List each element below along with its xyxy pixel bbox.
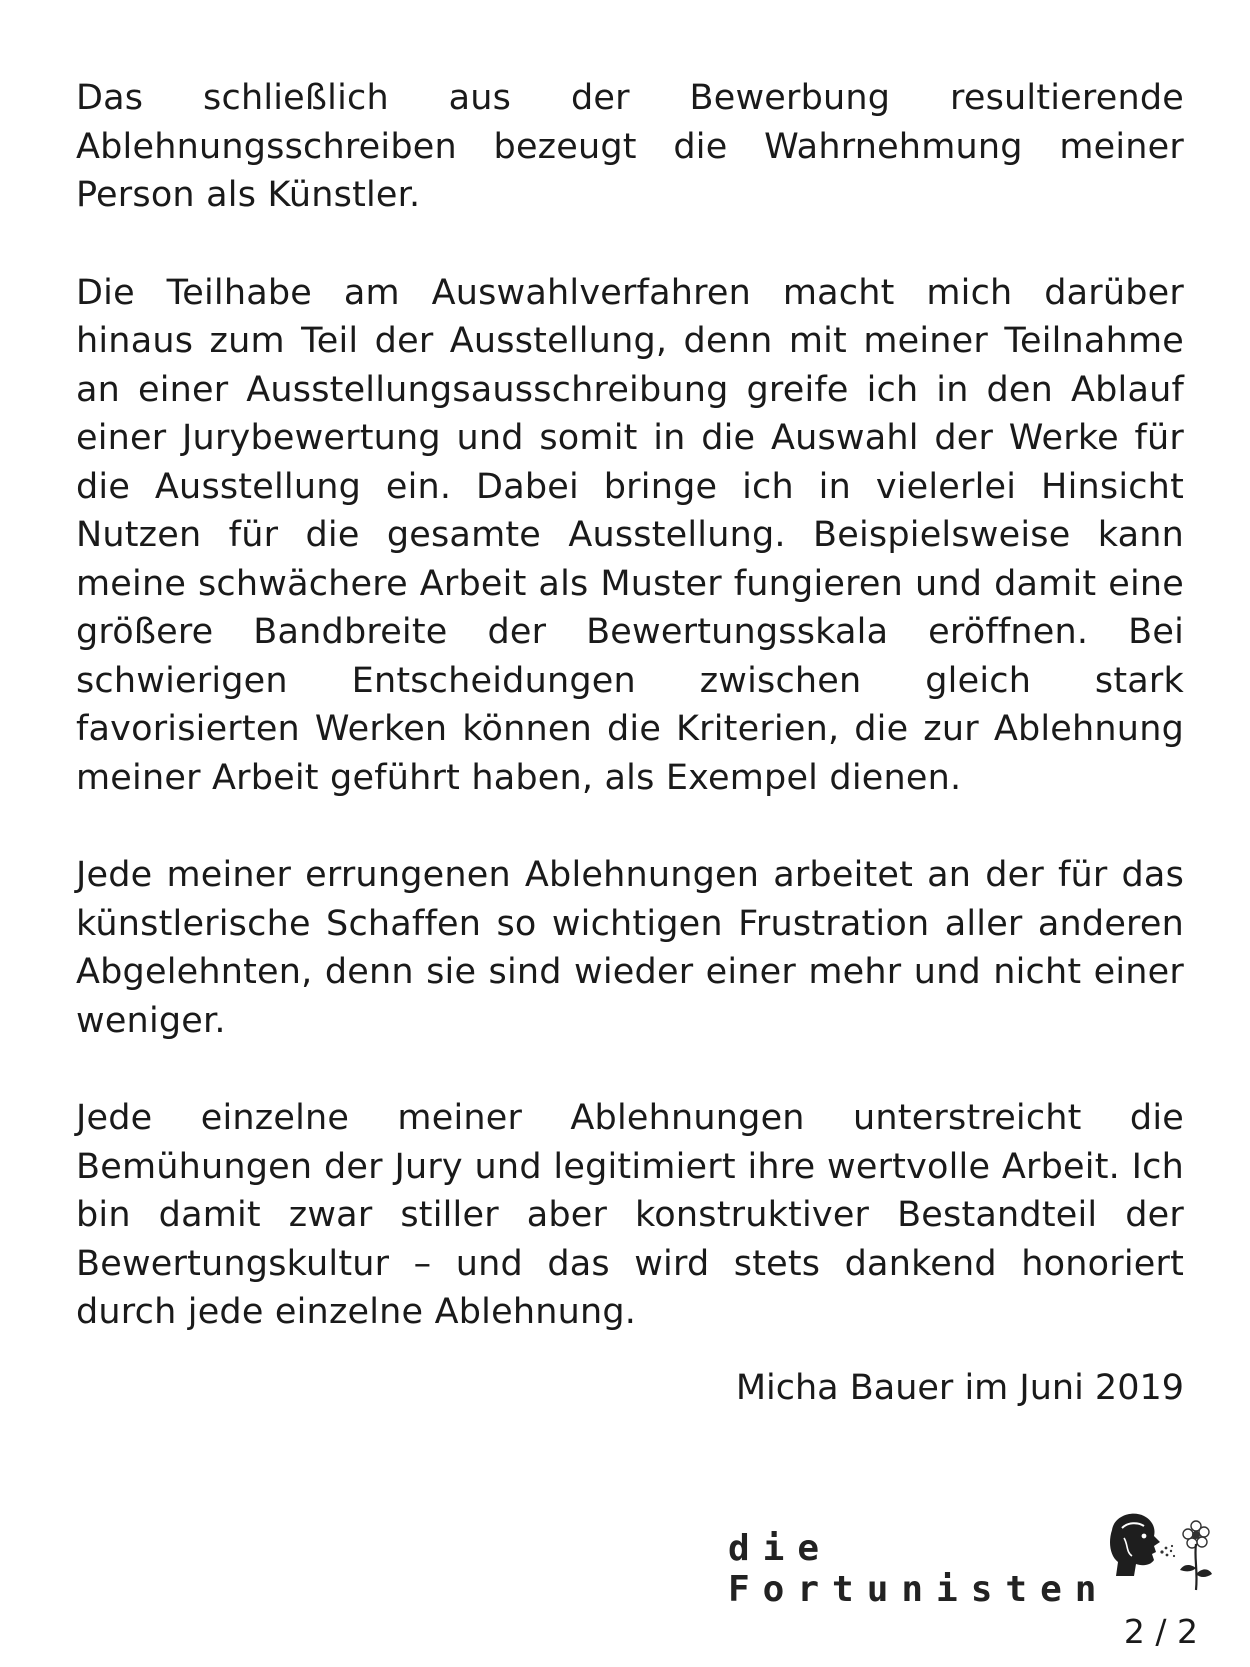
- paragraph: Die Teilhabe am Auswahlverfahren macht mich darüber hinaus zum Teil der Ausstellung, denn mit meiner Teilnahme an einer Ausstellungsausschreibung greife ich in den Ablauf einer Jurybewertung und somit in die Auswahl der Werke für die Ausstellung ein. Dabei bringe ich in vielerlei Hinsicht Nutzen für die gesamte Ausstellung. Beispielsweise kann meine schwächere Arbeit als Muster fungieren und damit eine größere Bandbreite der Bewertungsskala eröffnen. Bei schwierigen Entscheidungen zwischen gleich stark favorisierten Werken können die Kriterien, die zur Ablehnung meiner Arbeit geführt haben, als Exempel dienen.: [76, 272, 1184, 798]
- logo-wordmark: die Fortunisten: [728, 1528, 1110, 1610]
- paragraph: Jede meiner errungenen Ablehnungen arbeitet an der für das künstlerische Schaffen so wichtigen Frustration aller anderen Abgelehnten, denn sie sind wieder einer mehr und nicht einer weniger.: [76, 855, 1184, 1041]
- signature: Micha Bauer im Juni 2019: [735, 1368, 1184, 1408]
- paragraph: Das schließlich aus der Bewerbung resultierende Ablehnungsschreiben bezeugt die Wahrnehmung meiner Person als Künstler.: [76, 78, 1184, 215]
- page-number: 2 / 2: [1123, 1612, 1198, 1651]
- fortunisten-logo: [728, 1508, 1228, 1610]
- head-blowing-flower-icon: [1104, 1508, 1214, 1598]
- body-text: [76, 74, 1184, 1386]
- paragraph: Jede einzelne meiner Ablehnungen unterstreicht die Bemühungen der Jury und legitimiert ihre wertvolle Arbeit. Ich bin damit zwar stiller aber konstruktiver Bestandteil der Bewertungskultur – und das wird stets dankend honoriert durch jede einzelne Ablehnung.: [76, 1098, 1184, 1332]
